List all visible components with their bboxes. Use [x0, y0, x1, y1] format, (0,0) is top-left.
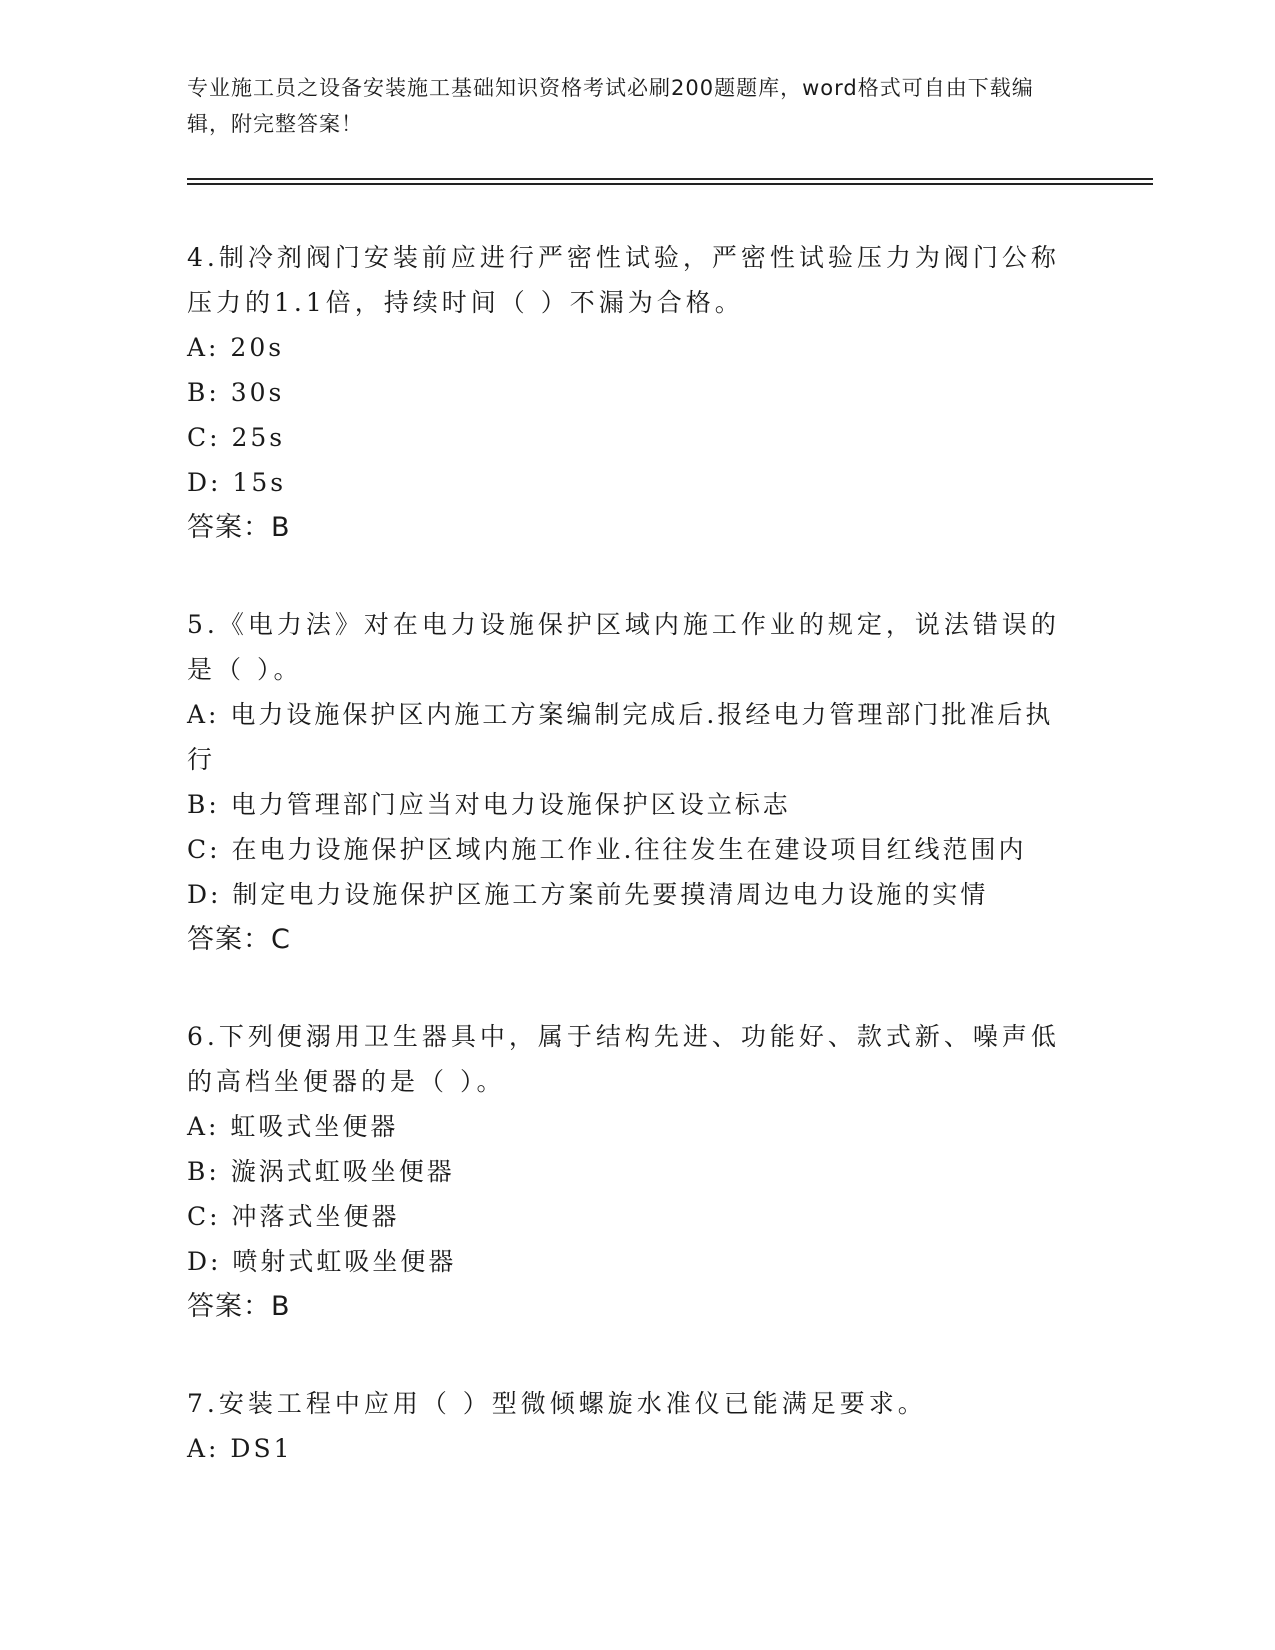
option-b: B: 漩涡式虹吸坐便器	[187, 1157, 455, 1186]
answer-line: 答案：C	[187, 924, 291, 955]
document-header: 专业施工员之设备安装施工基础知识资格考试必刷200题题库，word格式可自由下载编辑，附完整答案！	[187, 76, 1034, 136]
question-list	[187, 235, 1067, 1523]
option-d: D: 制定电力设施保护区施工方案前先要摸清周边电力设施的实情	[187, 880, 989, 909]
option-a: A: DS1	[187, 1434, 293, 1463]
option-a: A: 电力设施保护区内施工方案编制完成后.报经电力管理部门批准后执行	[187, 700, 1054, 774]
option-d: D: 15s	[187, 468, 287, 497]
answer-line: 答案：B	[187, 512, 291, 543]
option-c: C: 25s	[187, 423, 286, 452]
option-a: A: 20s	[187, 333, 285, 362]
option-b: B: 电力管理部门应当对电力设施保护区设立标志	[187, 790, 791, 819]
option-c: C: 在电力设施保护区域内施工作业.往往发生在建设项目红线范围内	[187, 835, 1027, 864]
option-b: B: 30s	[187, 378, 285, 407]
question-stem: 4.制冷剂阀门安装前应进行严密性试验，严密性试验压力为阀门公称压力的1.1倍，持续时间（ ）不漏为合格。	[187, 243, 1060, 317]
question-item	[187, 602, 1067, 962]
answer-line: 答案：B	[187, 1291, 291, 1322]
question-item	[187, 235, 1067, 550]
option-d: D: 喷射式虹吸坐便器	[187, 1247, 457, 1276]
option-c: C: 冲落式坐便器	[187, 1202, 400, 1231]
header-divider-top	[187, 178, 1153, 180]
option-a: A: 虹吸式坐便器	[187, 1112, 399, 1141]
question-item	[187, 1381, 1067, 1471]
question-item	[187, 1014, 1067, 1329]
question-stem: 6.下列便溺用卫生器具中，属于结构先进、功能好、款式新、噪声低的高档坐便器的是（ ）。	[187, 1022, 1060, 1096]
question-stem: 7.安装工程中应用（ ）型微倾螺旋水准仪已能满足要求。	[187, 1389, 927, 1418]
header-divider-bottom	[187, 183, 1153, 185]
question-stem: 5.《电力法》对在电力设施保护区域内施工作业的规定，说法错误的是（ ）。	[187, 610, 1060, 684]
